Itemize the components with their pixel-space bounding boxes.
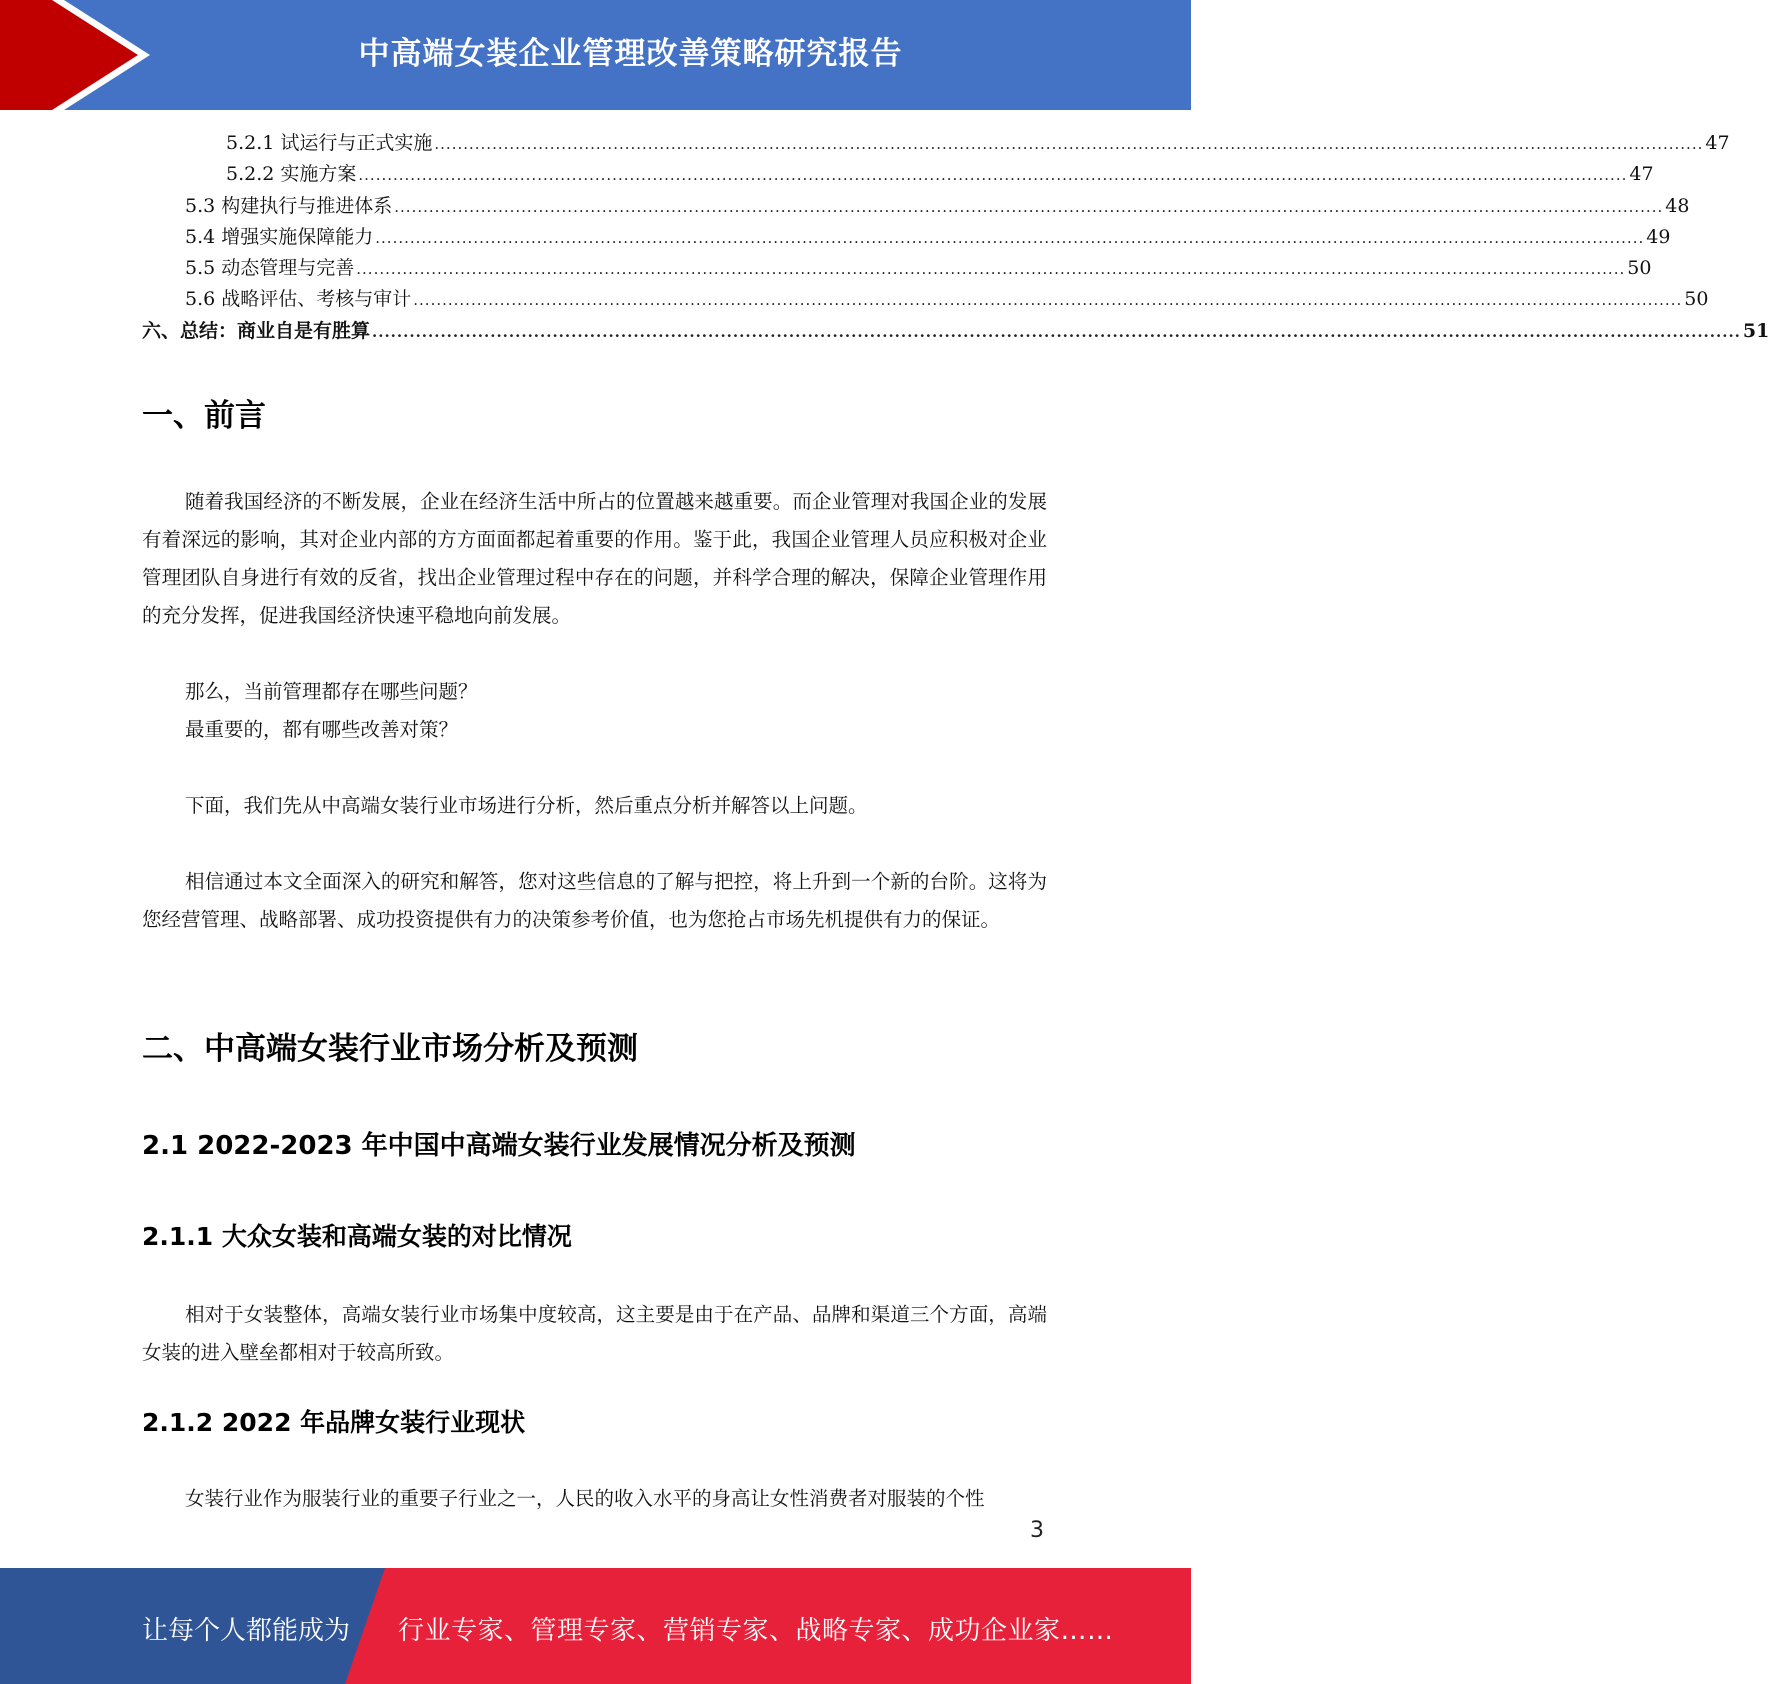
toc-entry-label: 六、总结：商业自是有胜算 xyxy=(142,319,371,342)
subsection-heading-2-1-1: 2.1.1 大众女装和高端女装的对比情况 xyxy=(142,1222,572,1251)
toc-dot-leader: ............................................................................................................................................................................................................................ xyxy=(358,166,1628,185)
toc-entry-label: 5.2.1 试运行与正式实施 xyxy=(226,132,433,154)
preface-paragraph-1: 随着我国经济的不断发展，企业在经济生活中所占的位置越来越重要。而企业管理对我国企业的发展有着深远的影响，其对企业内部的方方面面都起着重要的作用。鉴于此，我国企业管理人员应积极对企业管理团队自身进行有效的反省，找出企业管理过程中存在的问题，并科学合理的解决，保障企业管理作用的充分发挥，促进我国经济快速平稳地向前发展。 xyxy=(142,490,1047,627)
toc-dot-leader: ............................................................................................................................................................................................................................ xyxy=(375,228,1645,247)
toc-dot-leader: ............................................................................................................................................................................................................................ xyxy=(434,135,1704,153)
page-header xyxy=(0,0,1191,110)
toc-entry-page: 51 xyxy=(1742,319,1769,342)
toc-entry-page: 49 xyxy=(1646,225,1671,248)
toc-entry-label: 5.4 增强实施保障能力 xyxy=(185,225,374,248)
toc-entry[interactable] xyxy=(142,284,1709,315)
section-heading-market-analysis: 二、中高端女装行业市场分析及预测 xyxy=(142,1031,638,1067)
page-footer xyxy=(0,1568,1191,1684)
footer-slogan-left: 让每个人都能成为 xyxy=(142,1616,351,1646)
toc-entry[interactable] xyxy=(142,128,1730,159)
preface-paragraph-2: 下面，我们先从中高端女装行业市场进行分析，然后重点分析并解答以上问题。 xyxy=(185,794,868,817)
toc-entry-page: 50 xyxy=(1684,288,1709,311)
toc-dot-leader: ............................................................................................................................................................................................................................ xyxy=(394,197,1664,216)
section-heading-preface: 一、前言 xyxy=(142,398,266,434)
toc-entry-page: 48 xyxy=(1665,194,1690,217)
toc-entry[interactable] xyxy=(142,159,1654,190)
toc-entry[interactable] xyxy=(142,191,1690,222)
toc-entry[interactable] xyxy=(142,253,1652,284)
toc-entry[interactable] xyxy=(142,222,1671,253)
toc-entry-page: 47 xyxy=(1705,132,1730,154)
table-of-contents xyxy=(142,128,1769,347)
preface-question-1: 那么，当前管理都存在哪些问题？ xyxy=(185,680,478,703)
section-2-1-1-paragraph: 相对于女装整体，高端女装行业市场集中度较高，这主要是由于在产品、品牌和渠道三个方面，高端女装的进入壁垒都相对于较高所致。 xyxy=(142,1303,1047,1364)
preface-paragraph-3: 相信通过本文全面深入的研究和解答，您对这些信息的了解与把控，将上升到一个新的台阶。这将为您经营管理、战略部署、成功投资提供有力的决策参考价值，也为您抢占市场先机提供有力的保证。 xyxy=(142,870,1047,931)
toc-entry-label: 5.6 战略评估、考核与审计 xyxy=(185,288,412,311)
toc-entry-label: 5.2.2 实施方案 xyxy=(226,163,357,186)
header-title: 中高端女装企业管理改善策略研究报告 xyxy=(358,36,903,72)
toc-entry-page: 47 xyxy=(1629,163,1654,186)
subsection-heading-2-1-2: 2.1.2 2022 年品牌女装行业现状 xyxy=(142,1408,526,1437)
footer-slogan-right: 行业专家、管理专家、营销专家、战略专家、成功企业家…… xyxy=(398,1616,1114,1646)
toc-dot-leader: ............................................................................................................................................................................................................................ xyxy=(372,322,1741,341)
toc-entry[interactable] xyxy=(142,316,1769,347)
toc-dot-leader: ............................................................................................................................................................................................................................ xyxy=(356,260,1626,279)
toc-dot-leader: ............................................................................................................................................................................................................................ xyxy=(413,291,1683,310)
toc-entry-label: 5.3 构建执行与推进体系 xyxy=(185,194,393,217)
toc-entry-label: 5.5 动态管理与完善 xyxy=(185,257,355,280)
preface-question-2: 最重要的，都有哪些改善对策？ xyxy=(185,718,459,741)
page-number: 3 xyxy=(1030,1518,1044,1543)
toc-entry-page: 50 xyxy=(1627,257,1652,280)
subsection-heading-2-1: 2.1 2022-2023 年中国中高端女装行业发展情况分析及预测 xyxy=(142,1131,856,1161)
section-2-1-2-paragraph: 女装行业作为服装行业的重要子行业之一，人民的收入水平的身高让女性消费者对服装的个性 xyxy=(185,1487,985,1510)
